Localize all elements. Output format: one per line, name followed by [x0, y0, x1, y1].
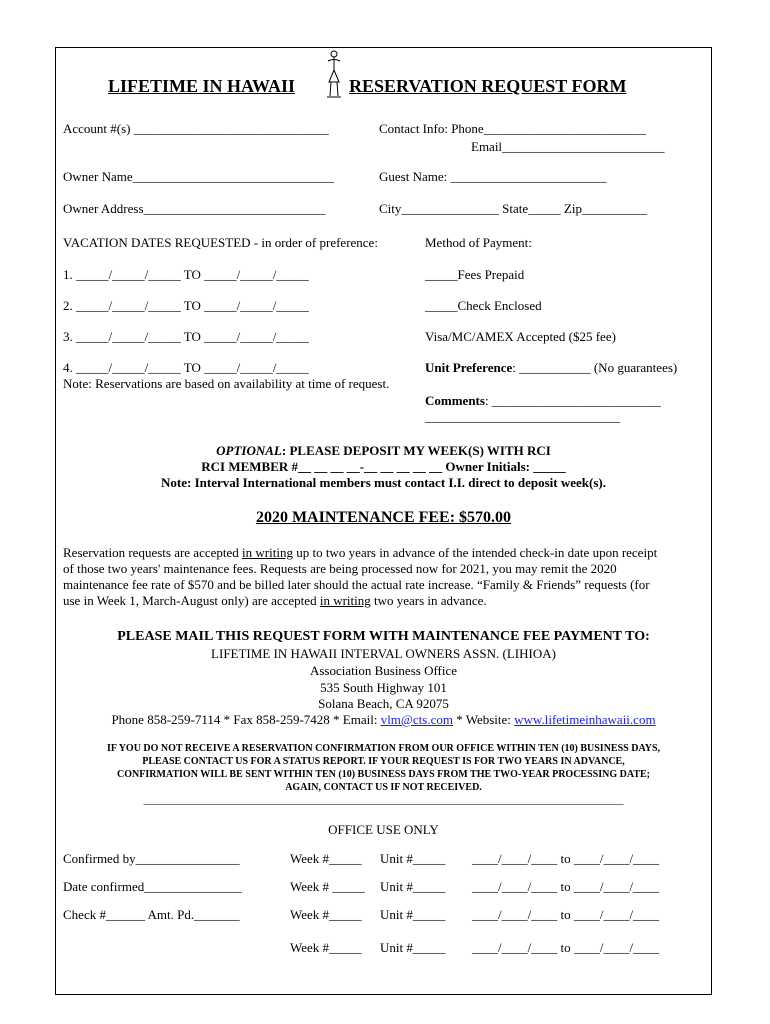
warning-line-4: AGAIN, CONTACT US IF NOT RECEIVED. [285, 782, 482, 793]
date-row-2[interactable]: 2. _____/_____/_____ TO _____/_____/_____ [63, 298, 309, 313]
office-dates-3[interactable]: ____/____/____ to ____/____/____ [472, 907, 660, 922]
office-use-heading: OFFICE USE ONLY [328, 822, 439, 837]
address-line-1: LIFETIME IN HAWAII INTERVAL OWNERS ASSN. (LIHIOA) [211, 646, 556, 661]
availability-note: Note: Reservations are based on availability at time of request. [63, 376, 390, 391]
office-unit-3[interactable]: Unit #_____ [380, 907, 446, 922]
office-unit-4[interactable]: Unit #_____ [380, 940, 446, 955]
office-week-4[interactable]: Week #_____ [290, 940, 362, 955]
optional-deposit-line [55, 443, 712, 459]
office-unit-2[interactable]: Unit #_____ [380, 879, 446, 894]
mail-heading: PLEASE MAIL THIS REQUEST FORM WITH MAINTENANCE FEE PAYMENT TO: [117, 629, 650, 644]
para1-underlined: in writing [242, 545, 293, 560]
office-dates-2[interactable]: ____/____/____ to ____/____/____ [472, 879, 660, 894]
hula-dancer-logo-icon [322, 48, 346, 100]
guest-name-field[interactable]: Guest Name: ________________________ [379, 169, 607, 184]
contact-line [55, 712, 712, 728]
contact-phone-field[interactable]: Contact Info: Phone_________________________ [379, 121, 647, 136]
fee-paragraph-line-3: maintenance fee rate of $570 and be billed later should the actual rate increase. “Family & Friends” requests (for [63, 577, 650, 592]
vacation-dates-heading: VACATION DATES REQUESTED - in order of preference: [63, 235, 378, 250]
rci-member-field[interactable]: RCI MEMBER #__ __ __ __-__ __ __ __ __ Owner Initials: _____ [201, 459, 566, 474]
website-label: * Website: [452, 712, 515, 727]
payment-fees-prepaid[interactable]: _____Fees Prepaid [425, 267, 525, 282]
optional-text: : PLEASE DEPOSIT MY WEEK(S) WITH RCI [281, 443, 551, 458]
comments-label: Comments [425, 393, 485, 408]
date-row-1[interactable]: 1. _____/_____/_____ TO _____/_____/_____ [63, 267, 309, 282]
owner-name-field[interactable]: Owner Name_______________________________ [63, 169, 335, 184]
unit-preference-field[interactable] [425, 360, 677, 376]
email-link[interactable]: vlm@cts.com [380, 712, 453, 727]
para1-text-a: Reservation requests are accepted [63, 545, 243, 560]
warning-line-3: CONFIRMATION WILL BE SENT WITHIN TEN (10) BUSINESS DAYS FROM THE TWO-YEAR PROCESSING DATE; [117, 769, 650, 780]
website-link[interactable]: www.lifetimeinhawaii.com [514, 712, 656, 727]
interval-note: Note: Interval International members must contact I.I. direct to deposit week(s). [161, 475, 606, 490]
check-amount-field[interactable]: Check #______ Amt. Pd._______ [63, 907, 240, 922]
office-week-2[interactable]: Week # _____ [290, 879, 365, 894]
comments-field[interactable] [425, 393, 661, 409]
address-line-3: 535 South Highway 101 [320, 680, 447, 695]
fee-paragraph-line-1 [63, 545, 657, 561]
address-line-4: Solana Beach, CA 92075 [318, 696, 449, 711]
fee-paragraph-line-4 [63, 593, 487, 609]
office-week-1[interactable]: Week #_____ [290, 851, 362, 866]
section-divider: ________________________________________________________________________________________________ [143, 795, 624, 806]
para4-text-b: two years in advance. [370, 593, 487, 608]
date-row-4[interactable]: 4. _____/_____/_____ TO _____/_____/_____ [63, 360, 309, 375]
account-field[interactable]: Account #(s) ______________________________ [63, 121, 329, 136]
owner-address-field[interactable]: Owner Address____________________________ [63, 201, 326, 216]
office-dates-1[interactable]: ____/____/____ to ____/____/____ [472, 851, 660, 866]
payment-method-heading: Method of Payment: [425, 235, 532, 250]
office-unit-1[interactable]: Unit #_____ [380, 851, 446, 866]
confirmed-by-field[interactable]: Confirmed by________________ [63, 851, 240, 866]
warning-line-2: PLEASE CONTACT US FOR A STATUS REPORT. IF YOUR REQUEST IS FOR TWO YEARS IN ADVANCE, [142, 756, 625, 767]
office-week-3[interactable]: Week #_____ [290, 907, 362, 922]
unit-preference-label: Unit Preference [425, 360, 513, 375]
warning-line-1: IF YOU DO NOT RECEIVE A RESERVATION CONFIRMATION FROM OUR OFFICE WITHIN TEN (10) BUSINESS DAYS, [106, 743, 661, 754]
city-state-zip-field[interactable]: City_______________ State_____ Zip__________ [379, 201, 647, 216]
payment-card-accepted: Visa/MC/AMEX Accepted ($25 fee) [425, 329, 616, 344]
payment-check-enclosed[interactable]: _____Check Enclosed [425, 298, 542, 313]
maintenance-fee-heading: 2020 MAINTENANCE FEE: $570.00 [255, 509, 512, 526]
title-part1: LIFETIME IN HAWAII [108, 76, 296, 96]
contact-email-field[interactable]: Email_________________________ [471, 139, 665, 154]
para4-text-a: use in Week 1, March-August only) are accepted [63, 593, 320, 608]
fee-paragraph-line-2: of those two years' maintenance fees. Requests are being processed now for 2021, you may remit the 2020 [63, 561, 617, 576]
optional-label: OPTIONAL [216, 443, 282, 458]
phone-fax-text: Phone 858-259-7114 * Fax 858-259-7428 * Email: [111, 712, 381, 727]
para1-text-b: up to two years in advance of the intended check-in date upon receipt [292, 545, 658, 560]
date-row-3[interactable]: 3. _____/_____/_____ TO _____/_____/_____ [63, 329, 309, 344]
comments-blank-1: : __________________________ [484, 393, 661, 408]
title-part2: RESERVATION REQUEST FORM [349, 76, 627, 96]
office-dates-4[interactable]: ____/____/____ to ____/____/____ [472, 940, 660, 955]
comments-blank-2[interactable]: ______________________________ [425, 409, 620, 424]
para4-underlined: in writing [319, 593, 371, 608]
unit-preference-blank: : ___________ (No guarantees) [512, 360, 678, 375]
address-line-2: Association Business Office [309, 663, 458, 678]
date-confirmed-field[interactable]: Date confirmed_______________ [63, 879, 242, 894]
